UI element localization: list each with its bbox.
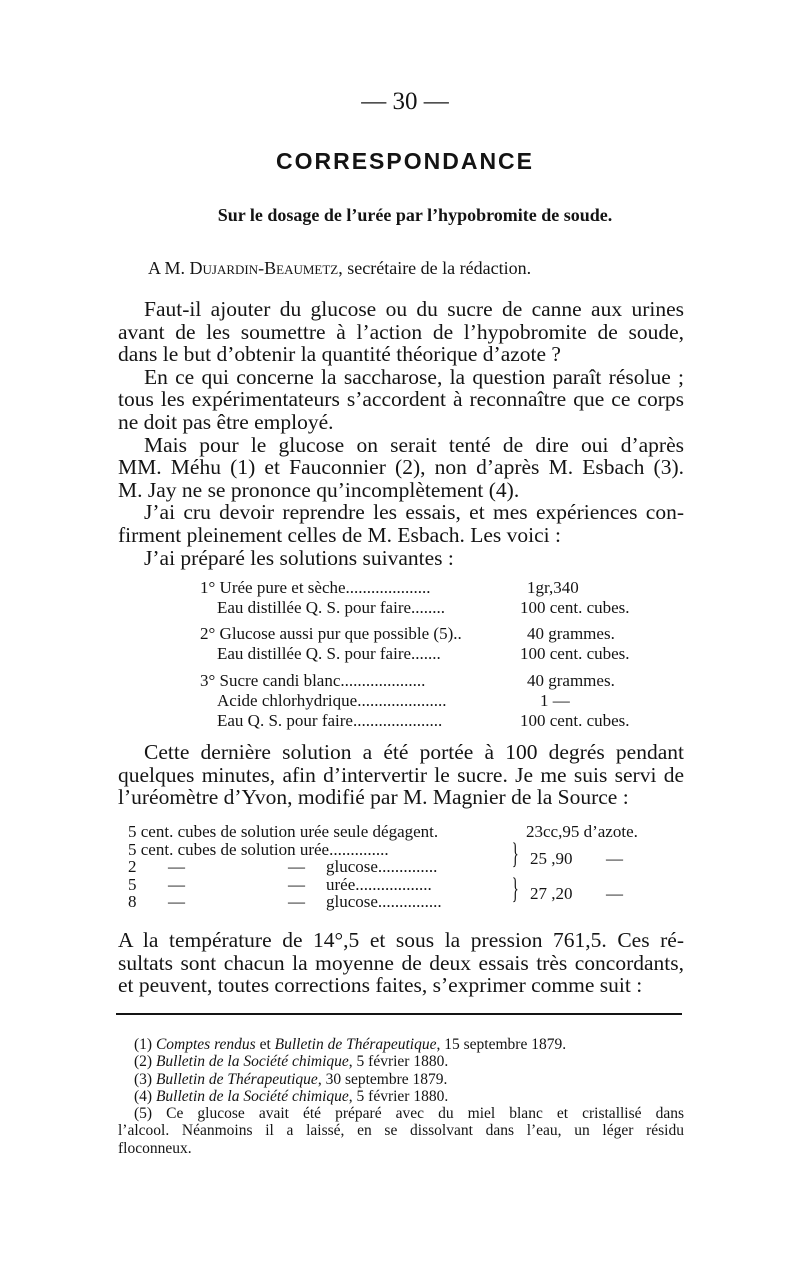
paragraph-line: Faut-il ajouter du glucose ou du sucre de canne aux urines [144,297,684,321]
solution-row [0,624,800,644]
results-dash: — [288,892,305,911]
solution-quantity: 40 grammes. [527,671,615,690]
results-num: 8 [128,892,137,911]
intro-text [118,298,684,569]
results-dash: — [168,857,185,876]
solution-label: Acide chlorhydrique..................... [217,691,447,710]
paragraph-line: M. Jay ne se prononce qu’incomplètement (4). [118,477,520,502]
brace-glyph: } [511,872,519,905]
results-table [128,823,680,911]
paragraph-line: Cette dernière solution a été portée à 100 degrés pendant [144,740,684,764]
solution-label: 2° Glucose aussi pur que possible (5).. [200,624,462,643]
paragraph-line: J’ai préparé les solutions suivantes : [144,545,454,570]
solutions-list [0,578,800,731]
results-dash: — [288,857,305,876]
solution-label: 1° Urée pure et sèche.................... [200,578,431,597]
results-text: 5 cent. cubes de solution urée.............. [128,839,389,859]
footnote: (4) Bulletin de la Société chimique, 5 février 1880. [134,1087,449,1105]
paragraph-line: tous les expérimentateurs s’accordent à reconnaître que ce corps [118,387,684,412]
footnote: (2) Bulletin de la Société chimique, 5 février 1880. [134,1053,449,1071]
solution-label: 3° Sucre candi blanc.................... [200,671,426,690]
paragraph-line: ne doit pas être employé. [118,409,334,434]
address-name: Dujardin-Beaumetz [189,258,339,278]
results-dash: — [288,874,305,894]
results-value: 27 ,20 [530,884,573,903]
solution-label: Eau Q. S. pour faire..................... [217,711,443,730]
results-num: 5 [128,874,137,894]
results-text: glucose............... [326,892,442,911]
solution-quantity: 100 cent. cubes. [520,644,630,663]
footnote: (3) Bulletin de Thérapeutique, 30 septembre 1879. [134,1070,448,1088]
solution-row [0,671,800,691]
page-number: — 30 — [361,88,449,115]
results-unit: — [606,884,623,903]
solution-quantity: 1gr,340 [527,578,579,597]
brace-glyph: } [511,837,519,870]
results-row [128,823,680,841]
solution-row [0,691,800,711]
results-value: 25 ,90 [530,849,573,868]
paragraph-line: et peuvent, toutes corrections faites, s’exprimer comme suit : [118,973,643,998]
results-value: 23cc,95 d’azote. [526,822,638,841]
paragraph-line: dans le but d’obtenir la quantité théorique d’azote ? [118,342,561,367]
solution-row [0,578,800,598]
paragraph-line: J’ai cru devoir reprendre les essais, et mes expériences con- [144,500,684,525]
solution-quantity: 40 grammes. [527,624,615,643]
solution-quantity: 1 — [540,691,570,710]
paragraph-line: l’uréomètre d’Yvon, modifié par M. Magnier de la Source : [118,785,629,810]
paragraph-line: A la température de 14°,5 et sous la pression 761,5. Ces ré- [118,928,684,952]
footnote-rule [116,1013,682,1015]
footnotes [118,1036,684,1157]
paragraph-line: En ce qui concerne la saccharose, la question paraît résolue ; [144,364,684,389]
solution-row [0,711,800,731]
results-num: 2 [128,857,137,876]
conclusion-text [118,929,684,997]
paragraph-line: quelques minutes, afin d’intervertir le sucre. Je me suis servi de [118,762,684,787]
results-text: glucose.............. [326,857,438,876]
solution-label: Eau distillée Q. S. pour faire....... [217,644,441,663]
results-row [128,841,680,859]
paragraph-line: firment pleinement celles de M. Esbach. Les voici : [118,522,561,547]
results-text: urée.................. [326,874,432,894]
solution-quantity: 100 cent. cubes. [520,598,630,617]
results-text: 5 cent. cubes de solution urée seule dégagent. [128,822,439,841]
address-line [148,258,531,279]
footnote: (1) Comptes rendus et Bulletin de Thérapeutique, 15 septembre 1879. [134,1036,567,1053]
results-row [128,876,680,894]
footnote-line: l’alcool. Néanmoins il a laissé, en se dissolvant dans l’eau, un léger résidu [118,1122,684,1140]
results-unit: — [606,849,623,868]
results-dash: — [168,874,185,894]
paragraph-line: sultats sont chacun la moyenne de deux essais très concordants, [118,950,684,975]
solution-quantity: 100 cent. cubes. [520,711,630,730]
results-dash: — [168,892,185,911]
method-text [118,741,684,809]
paragraph-line: Mais pour le glucose on serait tenté de dire oui d’après [144,432,684,457]
section-title: CORRESPONDANCE [275,148,535,174]
solution-row [0,644,800,664]
solution-row [0,598,800,618]
paragraph-line: MM. Méhu (1) et Fauconnier (2), non d’après M. Esbach (3). [118,455,684,480]
address-suffix: , secrétaire de la rédaction. [338,258,532,278]
solution-label: Eau distillée Q. S. pour faire........ [217,598,446,617]
footnote: (5) Ce glucose avait été préparé avec du miel blanc et cristallisé dans [134,1105,684,1123]
paragraph-line: avant de les soumettre à l’action de l’hypobromite de soude, [118,319,684,344]
footnote-line: floconneux. [118,1139,192,1157]
article-subtitle: Sur le dosage de l’urée par l’hypobromite de soude. [217,205,613,225]
address-prefix: A M. [148,258,190,278]
